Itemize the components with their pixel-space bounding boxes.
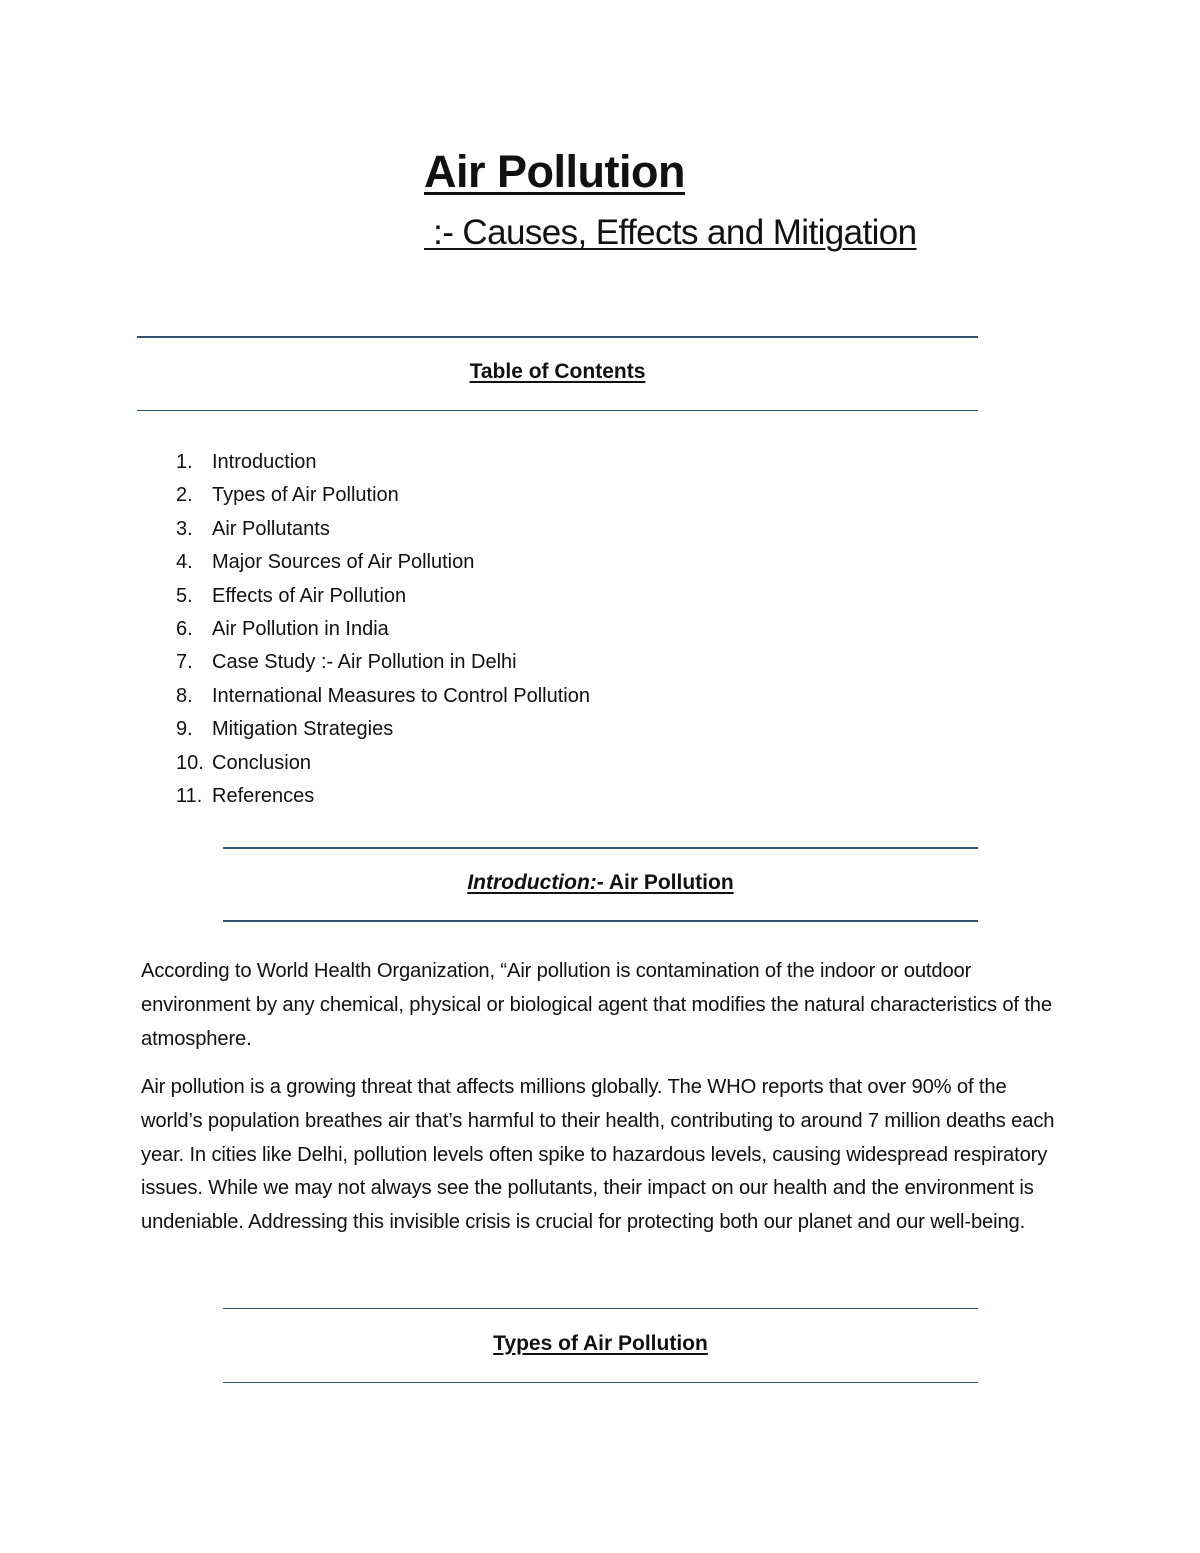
intro-paragraph-2: Air pollution is a growing threat that affects millions globally. The WHO reports that over 90% of the world’s population breathes air that’s harmful to their health, contributing to around 7 million deaths each year. In cities like Delhi, pollution levels often spike to hazardous levels, causing widespread respiratory issues. While we may not always see the pollutants, their impact on our health and the environment is undeniable. Addressing this invisible crisis is crucial for protecting both our planet and our well-being. [141,1076,1055,1234]
toc-item-number: 1. [176,451,193,473]
toc-item-number: 6. [176,617,193,640]
intro-paragraph-1: According to World Health Organization, “Air pollution is contamination of the indoor or outdoor environment by any chemical, physical or biological agent that modifies the natural characteristics of the atmosphere. [141,960,1052,1050]
toc-item-label: Types of Air Pollution [212,484,399,507]
toc-item-number: 3. [176,517,193,540]
toc-list [176,448,590,815]
toc-item-number: 8. [176,684,193,707]
toc-item-number: 4. [176,551,193,574]
toc-item[interactable] [176,648,590,681]
types-bottom-rule [223,1382,978,1383]
toc-item[interactable] [176,749,590,782]
toc-item[interactable] [176,448,590,481]
toc-item-label: Air Pollutants [212,517,330,540]
types-top-rule [223,1308,978,1309]
toc-item-number: 7. [176,651,193,674]
toc-item-number: 11. [176,784,203,807]
toc-item-label: Conclusion [212,751,311,774]
intro-bottom-rule [223,920,978,922]
toc-item-label: Major Sources of Air Pollution [212,551,475,574]
toc-heading: Table of Contents [469,360,646,383]
toc-item-label: Air Pollution in India [212,617,389,640]
intro-heading-italic: Introduction: [467,871,597,894]
toc-item-label: Mitigation Strategies [212,718,394,741]
toc-item[interactable] [176,515,590,548]
intro-heading-rest: - Air Pollution [596,871,734,894]
toc-item-number: 9. [176,718,193,741]
toc-top-rule [137,336,978,338]
toc-item-label: Effects of Air Pollution [212,584,407,607]
toc-item[interactable] [176,615,590,648]
toc-item-number: 2. [176,484,193,507]
toc-item-label: Introduction [212,451,317,473]
document-title: Air Pollution [424,146,685,197]
toc-item[interactable] [176,548,590,581]
toc-item-number: 5. [176,584,193,607]
toc-item-label: International Measures to Control Pollution [212,684,590,707]
intro-top-rule [223,847,978,849]
toc-item-label: References [212,784,315,807]
toc-item[interactable] [176,682,590,715]
toc-item[interactable] [176,782,590,815]
toc-item[interactable] [176,481,590,514]
toc-item-number: 10. [176,751,204,774]
types-heading: Types of Air Pollution [493,1332,708,1355]
toc-item-label: Case Study :- Air Pollution in Delhi [212,651,517,674]
toc-item[interactable] [176,582,590,615]
intro-heading [223,871,978,895]
toc-bottom-rule [137,410,978,411]
toc-item[interactable] [176,715,590,748]
document-subtitle: :- Causes, Effects and Mitigation [424,213,917,252]
